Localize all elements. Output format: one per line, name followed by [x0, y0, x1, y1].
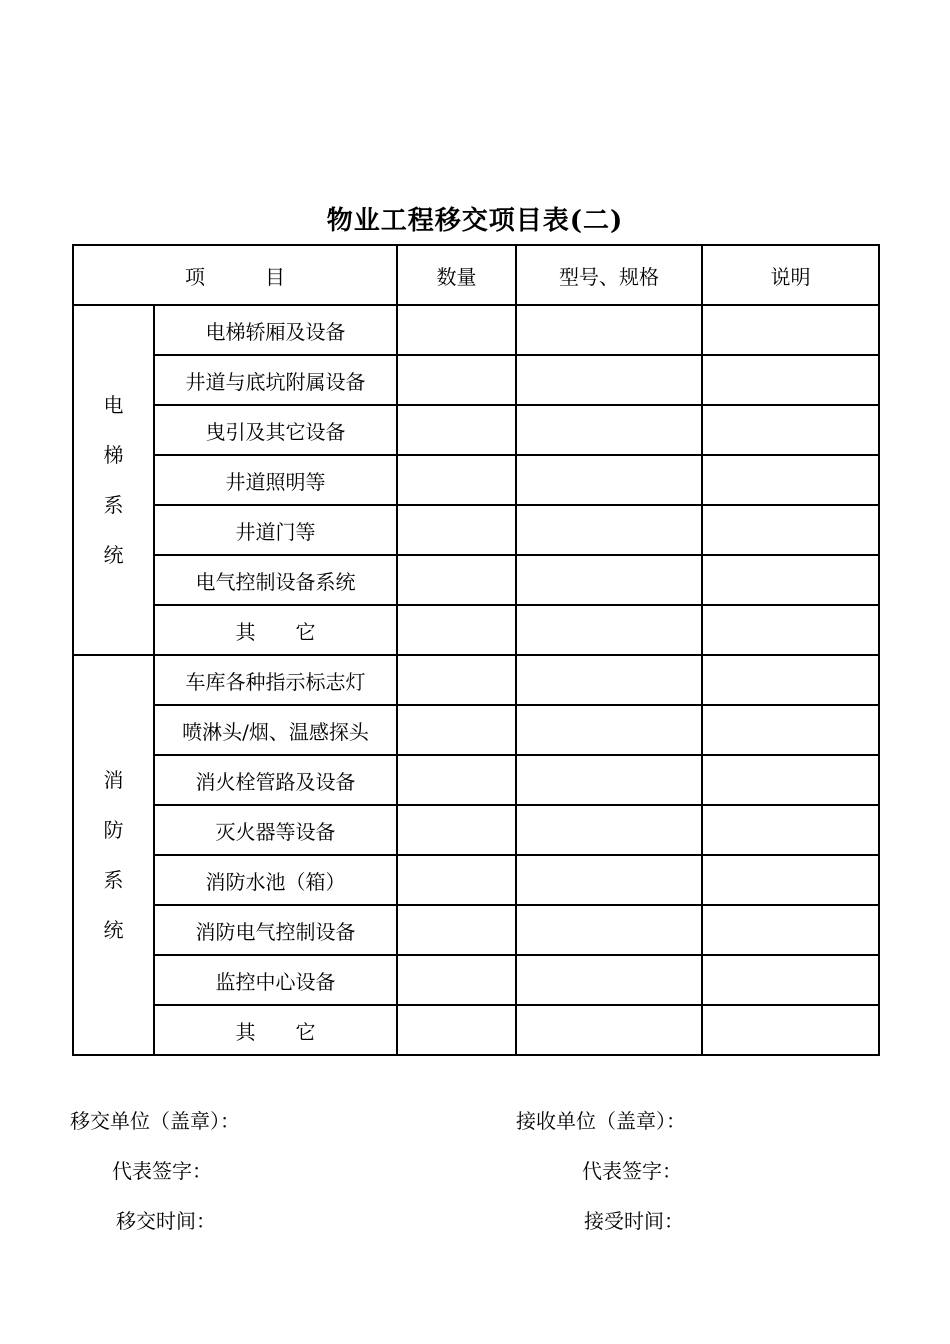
item-name-cell: 消防电气控制设备 — [154, 905, 397, 955]
note-cell[interactable] — [702, 505, 879, 555]
quantity-cell[interactable] — [397, 805, 516, 855]
group-label-char: 系 — [103, 868, 124, 892]
note-cell[interactable] — [702, 405, 879, 455]
quantity-cell[interactable] — [397, 355, 516, 405]
note-cell[interactable] — [702, 755, 879, 805]
model-spec-cell[interactable] — [516, 705, 702, 755]
quantity-cell[interactable] — [397, 455, 516, 505]
note-cell[interactable] — [702, 305, 879, 355]
item-name-cell: 井道门等 — [154, 505, 397, 555]
header-item: 项 目 — [73, 245, 397, 305]
quantity-cell[interactable] — [397, 505, 516, 555]
receive-time-label: 接受时间： — [584, 1209, 684, 1233]
model-spec-cell[interactable] — [516, 805, 702, 855]
quantity-cell[interactable] — [397, 305, 516, 355]
note-cell[interactable] — [702, 605, 879, 655]
note-cell[interactable] — [702, 655, 879, 705]
item-name-cell: 灭火器等设备 — [154, 805, 397, 855]
quantity-cell[interactable] — [397, 955, 516, 1005]
quantity-cell[interactable] — [397, 605, 516, 655]
header-quantity: 数量 — [397, 245, 516, 305]
header-note: 说明 — [702, 245, 879, 305]
item-name-cell: 喷淋头/烟、温感探头 — [154, 705, 397, 755]
note-cell[interactable] — [702, 855, 879, 905]
item-name-cell: 其 它 — [154, 1005, 397, 1055]
quantity-cell[interactable] — [397, 855, 516, 905]
receive-rep-signature-label: 代表签字： — [582, 1159, 682, 1183]
page-title: 物业工程移交项目表(二) — [326, 206, 624, 236]
table-row — [73, 955, 879, 1005]
table-row — [73, 855, 879, 905]
item-name-cell: 井道与底坑附属设备 — [154, 355, 397, 405]
group-label — [73, 655, 154, 1055]
item-name-cell: 电气控制设备系统 — [154, 555, 397, 605]
quantity-cell[interactable] — [397, 1005, 516, 1055]
item-name-cell: 电梯轿厢及设备 — [154, 305, 397, 355]
item-name-cell: 监控中心设备 — [154, 955, 397, 1005]
group-label-char: 消 — [103, 768, 124, 792]
item-name-cell: 消火栓管路及设备 — [154, 755, 397, 805]
item-name-cell: 曳引及其它设备 — [154, 405, 397, 455]
note-cell[interactable] — [702, 905, 879, 955]
note-cell[interactable] — [702, 705, 879, 755]
item-name-cell: 其 它 — [154, 605, 397, 655]
group-label-char: 防 — [103, 818, 124, 842]
model-spec-cell[interactable] — [516, 555, 702, 605]
quantity-cell[interactable] — [397, 555, 516, 605]
table-row — [73, 455, 879, 505]
model-spec-cell[interactable] — [516, 405, 702, 455]
group-label-char: 系 — [103, 493, 124, 517]
note-cell[interactable] — [702, 1005, 879, 1055]
quantity-cell[interactable] — [397, 755, 516, 805]
table-row — [73, 655, 879, 705]
note-cell[interactable] — [702, 805, 879, 855]
item-name-cell: 井道照明等 — [154, 455, 397, 505]
note-cell[interactable] — [702, 555, 879, 605]
model-spec-cell[interactable] — [516, 305, 702, 355]
quantity-cell[interactable] — [397, 905, 516, 955]
model-spec-cell[interactable] — [516, 355, 702, 405]
group-label — [73, 305, 154, 655]
model-spec-cell[interactable] — [516, 905, 702, 955]
model-spec-cell[interactable] — [516, 605, 702, 655]
group-label-char: 统 — [103, 918, 124, 942]
quantity-cell[interactable] — [397, 655, 516, 705]
quantity-cell[interactable] — [397, 405, 516, 455]
note-cell[interactable] — [702, 455, 879, 505]
note-cell[interactable] — [702, 955, 879, 1005]
table-row — [73, 755, 879, 805]
table-row — [73, 555, 879, 605]
group-label-char: 统 — [103, 543, 124, 567]
group-label-char: 梯 — [103, 443, 124, 467]
transfer-table — [72, 244, 880, 1056]
model-spec-cell[interactable] — [516, 755, 702, 805]
model-spec-cell[interactable] — [516, 505, 702, 555]
quantity-cell[interactable] — [397, 705, 516, 755]
table-row — [73, 905, 879, 955]
transfer-unit-stamp-label: 移交单位（盖章）： — [70, 1109, 240, 1133]
item-name-cell: 消防水池（箱） — [154, 855, 397, 905]
table-row — [73, 805, 879, 855]
table-row — [73, 405, 879, 455]
model-spec-cell[interactable] — [516, 655, 702, 705]
group-label-char: 电 — [103, 393, 124, 417]
item-name-cell: 车库各种指示标志灯 — [154, 655, 397, 705]
table-row — [73, 1005, 879, 1055]
table-row — [73, 505, 879, 555]
transfer-time-label: 移交时间： — [116, 1209, 216, 1233]
model-spec-cell[interactable] — [516, 455, 702, 505]
table-header-row — [73, 245, 879, 305]
transfer-rep-signature-label: 代表签字： — [112, 1159, 212, 1183]
table-row — [73, 605, 879, 655]
model-spec-cell[interactable] — [516, 855, 702, 905]
model-spec-cell[interactable] — [516, 1005, 702, 1055]
header-model-spec: 型号、规格 — [516, 245, 702, 305]
receive-unit-stamp-label: 接收单位（盖章）： — [516, 1109, 686, 1133]
table-row — [73, 355, 879, 405]
model-spec-cell[interactable] — [516, 955, 702, 1005]
note-cell[interactable] — [702, 355, 879, 405]
table-row — [73, 305, 879, 355]
table-row — [73, 705, 879, 755]
